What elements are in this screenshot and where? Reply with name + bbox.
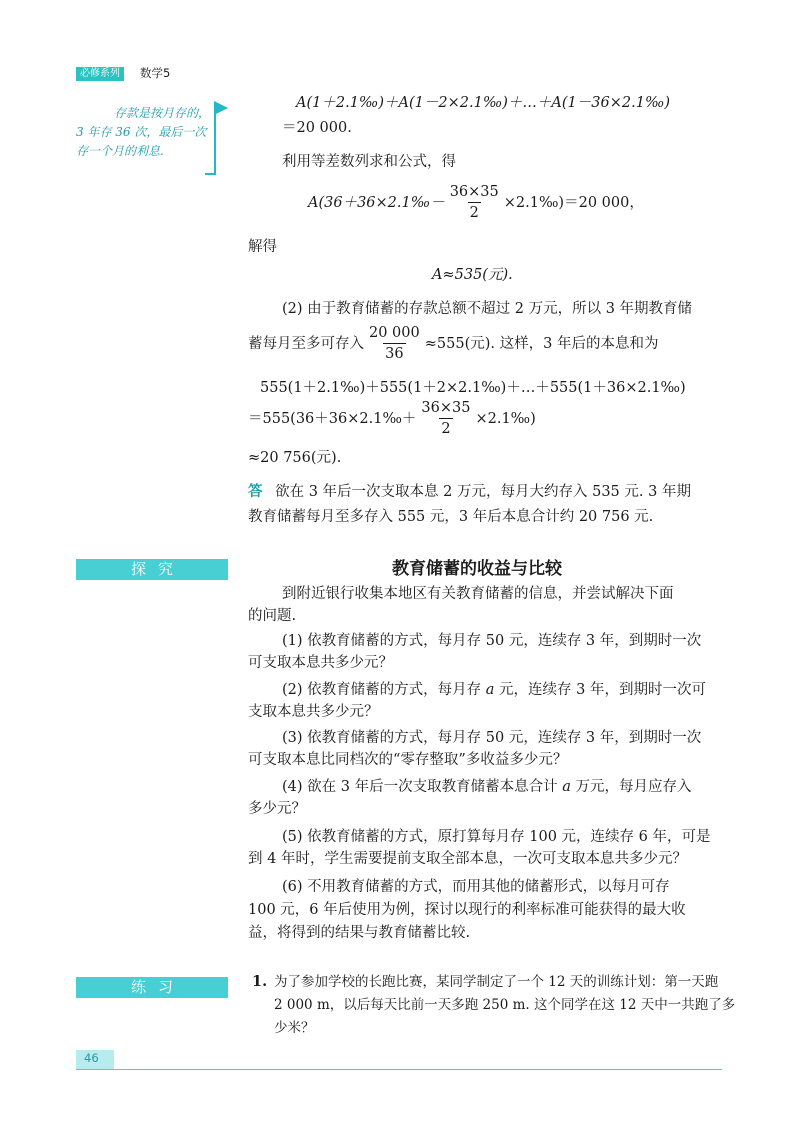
question-line: (5) 依教育储蓄的方式，原打算每月存 100 元，连续存 6 年，可是 — [282, 829, 711, 845]
flag-icon — [214, 101, 230, 117]
fraction-denominator: 2 — [439, 418, 452, 439]
question-line — [282, 776, 691, 798]
fraction-numerator: 36×35 — [421, 400, 471, 416]
equation-line — [248, 398, 536, 439]
side-note-line: 存一个月的利息. — [76, 144, 164, 158]
side-note-bracket — [205, 173, 216, 175]
answer-line — [248, 481, 691, 503]
side-note-line: 存款是按月存的， — [113, 106, 210, 120]
fraction-numerator: 20 000 — [369, 325, 420, 341]
question-line: 可支取本息共多少元？ — [248, 655, 393, 671]
question-line: 100 元，6 年后使用为例，探讨以现行的利率标准可能获得的最大收 — [248, 902, 686, 918]
text-part: (2) 依教育储蓄的方式，每月存 — [282, 682, 482, 698]
text-line: 利用等差数列求和公式，得 — [282, 154, 456, 170]
section-heading: 教育储蓄的收益与比较 — [392, 559, 562, 579]
text-line: 的问题. — [248, 608, 297, 624]
side-note — [110, 104, 210, 123]
exercise-number: 1. — [252, 973, 268, 990]
text-line: 到附近银行收集本地区有关教育储蓄的信息，并尝试解决下面 — [282, 586, 674, 602]
answer-line: 教育储蓄每月至多存入 555 元，3 年后本息合计约 20 756 元. — [248, 509, 654, 525]
exercise-line: 2 000 m，以后每天比前一天多跑 250 m. 这个同学在这 12 天中一共跑了多 — [274, 997, 736, 1013]
fraction — [448, 182, 501, 223]
fraction-denominator: 2 — [468, 202, 481, 223]
text-part: 元，连续存 3 年，到期时一次可 — [499, 682, 706, 698]
text-part: 万元，每月应存入 — [575, 779, 692, 795]
text-part: ≈555(元). 这样，3 年后的本息和为 — [424, 335, 659, 352]
equation-line: ＝20 000. — [282, 120, 352, 136]
text-line: (2) 由于教育储蓄的存款总额不超过 2 万元，所以 3 年期教育储 — [282, 301, 693, 317]
fraction-denominator: 36 — [383, 343, 405, 364]
fraction — [367, 323, 422, 364]
question-line: (1) 依教育储蓄的方式，每月存 50 元，连续存 3 年，到期时一次 — [282, 633, 702, 649]
question-line: 支取本息共多少元？ — [248, 704, 379, 720]
variable: a — [562, 779, 571, 795]
footer-rule — [76, 1069, 722, 1070]
equation-line: A≈535(元). — [432, 267, 513, 283]
equation-line — [308, 182, 644, 223]
page-number: 46 — [84, 1051, 99, 1065]
section-banner-explore: 探究 — [76, 559, 228, 580]
variable: a — [485, 682, 495, 698]
section-banner-practice: 练习 — [76, 977, 228, 998]
text-part: 蓄每月至多可存入 — [248, 335, 364, 352]
equation-part: ×2.1‰) — [475, 410, 536, 427]
text-part: (4) 欲在 3 年后一次支取教育储蓄本息合计 — [282, 779, 558, 795]
equation-line: 555(1＋2.1‰)＋555(1＋2×2.1‰)＋…＋555(1＋36×2.1‰) — [260, 380, 686, 396]
equation-part: ＝555(36＋36×2.1‰＋ — [248, 410, 417, 427]
book-title: 数学5 — [140, 66, 171, 80]
fraction — [419, 398, 472, 439]
equation-part: ×2.1‰)＝20 000， — [503, 194, 644, 211]
question-line — [282, 679, 706, 701]
exercise-line: 为了参加学校的长跑比赛，某同学制定了一个 12 天的训练计划：第一天跑 — [274, 974, 719, 990]
question-line: 到 4 年时，学生需要提前支取全部本息，一次可支取本息共多少元？ — [248, 851, 687, 867]
equation-part: A(36＋36×2.1‰－ — [308, 194, 445, 211]
equation-line: A(1＋2.1‰)＋A(1－2×2.1‰)＋…＋A(1－36×2.1‰) — [296, 95, 671, 111]
question-line: (6) 不用教育储蓄的方式，而用其他的储蓄形式，以每月可存 — [282, 879, 670, 895]
fraction-numerator: 36×35 — [449, 184, 499, 200]
question-line: 多少元？ — [248, 801, 306, 817]
answer-label: 答 — [248, 483, 263, 500]
question-line: (3) 依教育储蓄的方式，每月存 50 元，连续存 3 年，到期时一次 — [282, 730, 702, 746]
text-line: 解得 — [248, 239, 277, 255]
side-note-line: 3 年存 36 次，最后一次 — [76, 125, 207, 139]
text-line — [248, 323, 658, 364]
exercise-line: 少米？ — [274, 1020, 315, 1036]
answer-text: 欲在 3 年后一次支取本息 2 万元，每月大约存入 535 元. 3 年期 — [275, 484, 691, 500]
equation-line: ≈20 756(元). — [248, 450, 342, 466]
question-line: 益，将得到的结果与教育储蓄比较. — [248, 925, 471, 941]
question-line: 可支取本息比同档次的“零存整取”多收益多少元？ — [248, 752, 568, 768]
series-tag: 必修系列 — [76, 67, 124, 81]
